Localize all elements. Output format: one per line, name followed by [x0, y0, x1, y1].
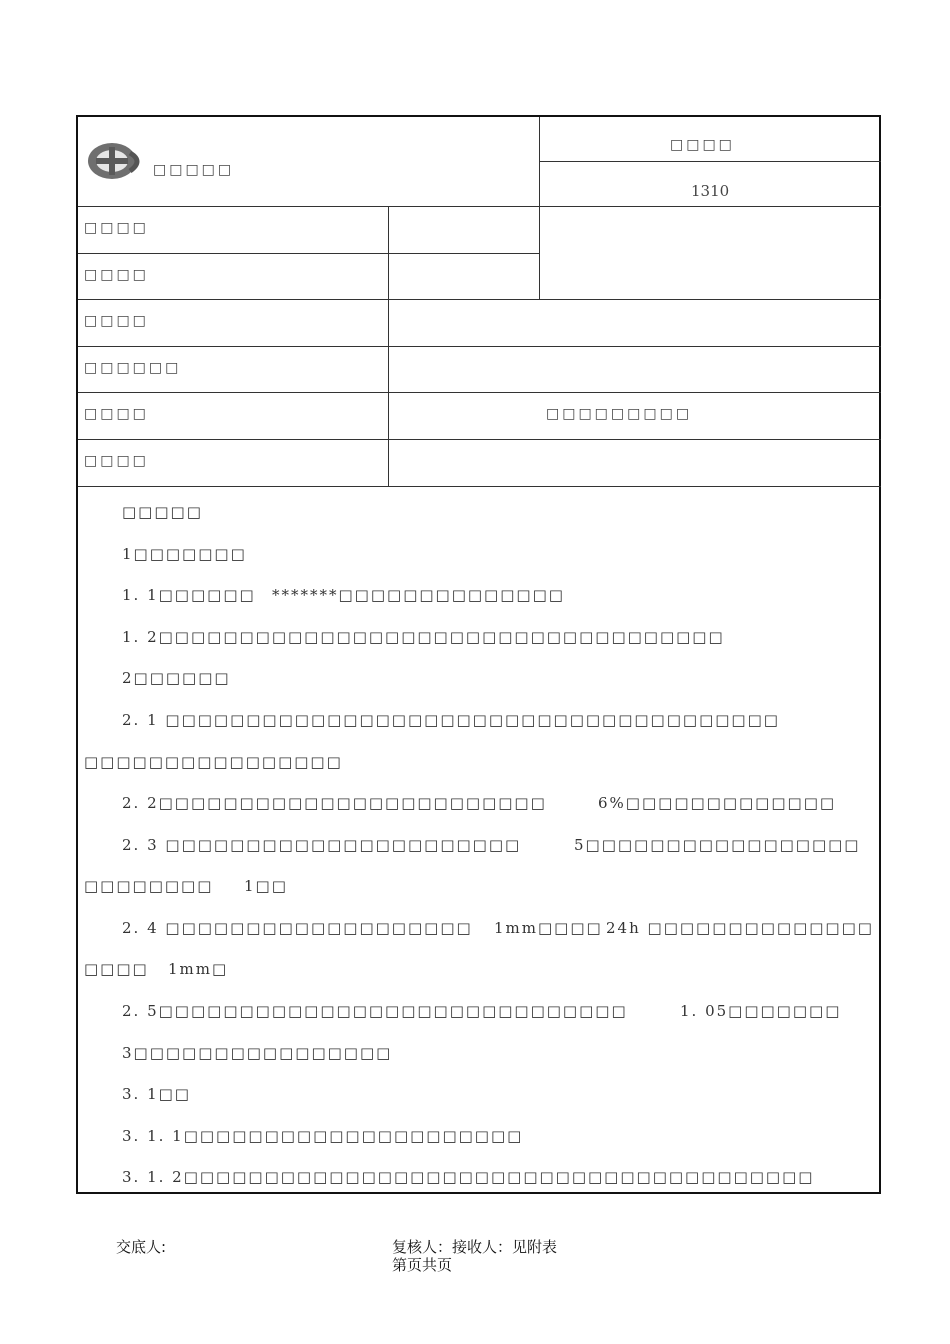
disclosure-form — [76, 115, 881, 1194]
content-line: 2. 5□□□□□□□□□□□□□□□□□□□□□□□□□□□□□ — [122, 1002, 628, 1020]
content-line: 2. 3 □□□□□□□□□□□□□□□□□□□□□□ — [122, 836, 522, 854]
content-line: 1. 05□□□□□□□ — [680, 1002, 842, 1020]
content-line: 3□□□□□□□□□□□□□□□□ — [122, 1044, 393, 1062]
content-line: 2. 2□□□□□□□□□□□□□□□□□□□□□□□□ — [122, 794, 547, 812]
divider — [539, 117, 540, 299]
content-line: 3. 1□□ — [122, 1085, 191, 1103]
content-line: □□□□□ — [122, 503, 203, 521]
content-line: *******□□□□□□□□□□□□□□ — [272, 586, 565, 604]
content-line: □□□□□□□□ — [84, 877, 214, 895]
content-line: 5□□□□□□□□□□□□□□□□□ — [574, 836, 861, 854]
divider — [78, 206, 881, 207]
content-line: □□□□ — [84, 960, 149, 978]
divider — [78, 439, 881, 440]
company-name: □□□□□ — [153, 162, 235, 178]
reviewer-label: 复核人：接收人：见附表 — [392, 1238, 558, 1256]
company-logo-icon — [86, 139, 146, 183]
divider — [78, 486, 881, 487]
content-line: □□□□□□□□□□□□□□□□ — [84, 753, 343, 771]
page-count: 第页共页 — [392, 1256, 453, 1274]
row-label: □□□□ — [84, 220, 149, 236]
content-line: 6%□□□□□□□□□□□□□ — [598, 794, 837, 812]
row-label: □□□□ — [84, 267, 149, 283]
row-label: □□□□□□ — [84, 360, 182, 376]
content-line: 1□□□□□□□ — [122, 545, 247, 563]
content-line: 3. 1. 2□□□□□□□□□□□□□□□□□□□□□□□□□□□□□□□□□□□□□□□ — [122, 1168, 815, 1186]
content-line: 1. 1□□□□□□ — [122, 586, 256, 604]
row-label: □□□□ — [84, 453, 149, 469]
divider — [388, 206, 389, 486]
divider — [78, 346, 881, 347]
content-line: 2. 1 □□□□□□□□□□□□□□□□□□□□□□□□□□□□□□□□□□□□□□ — [122, 711, 780, 729]
content-line: 1. 2□□□□□□□□□□□□□□□□□□□□□□□□□□□□□□□□□□□ — [122, 628, 725, 646]
content-line: 2. 4 □□□□□□□□□□□□□□□□□□□ — [122, 919, 473, 937]
content-line: 1mm□□□□ — [494, 919, 603, 937]
content-line: 2□□□□□□ — [122, 669, 231, 687]
divider — [78, 392, 881, 393]
divider — [78, 253, 540, 254]
row-label: □□□□ — [84, 406, 149, 422]
content-line: 1mm□ — [168, 960, 229, 978]
content-line: 3. 1. 1□□□□□□□□□□□□□□□□□□□□□ — [122, 1127, 524, 1145]
divider — [78, 299, 881, 300]
presenter-label: 交底人: — [116, 1238, 167, 1256]
content-line: 1□□ — [244, 877, 288, 895]
divider — [540, 161, 881, 162]
row-label: □□□□ — [84, 313, 149, 329]
doc-number-value: 1310 — [691, 182, 730, 200]
doc-number-label: □□□□ — [670, 137, 735, 153]
row-value: □□□□□□□□□ — [546, 406, 693, 422]
content-line: 24h □□□□□□□□□□□□□□ — [606, 919, 874, 937]
